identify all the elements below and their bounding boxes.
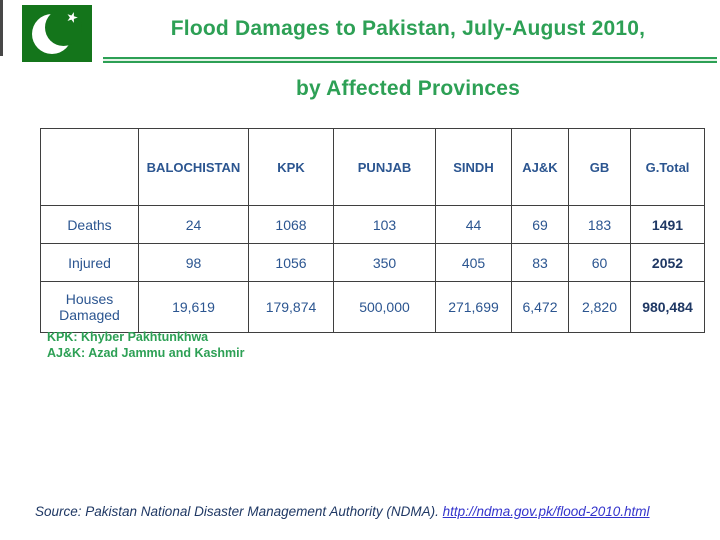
cell-injured-balochistan: 98 — [139, 244, 249, 282]
cell-deaths-balochistan: 24 — [139, 206, 249, 244]
column-header-gtotal: G.Total — [631, 129, 705, 206]
column-header-ajk: AJ&K — [512, 129, 569, 206]
cell-deaths-gb: 183 — [569, 206, 631, 244]
title-double-rule — [103, 57, 717, 63]
row-label-injured: Injured — [41, 244, 139, 282]
table-row-deaths — [41, 206, 705, 244]
header-row — [41, 129, 705, 206]
cell-houses-kpk: 179,874 — [249, 282, 334, 333]
pakistan-flag-icon — [22, 5, 92, 62]
source-line — [35, 504, 650, 519]
cell-deaths-total: 1491 — [631, 206, 705, 244]
row-label-deaths: Deaths — [41, 206, 139, 244]
corner-cell — [41, 129, 139, 206]
cell-houses-total: 980,484 — [631, 282, 705, 333]
source-link[interactable]: http://ndma.gov.pk/flood-2010.html — [442, 504, 650, 519]
cell-injured-ajk: 83 — [512, 244, 569, 282]
cell-injured-gb: 60 — [569, 244, 631, 282]
cell-houses-punjab: 500,000 — [334, 282, 436, 333]
cell-houses-sindh: 271,699 — [436, 282, 512, 333]
source-text: Source: Pakistan National Disaster Management Authority (NDMA). — [35, 504, 443, 519]
table-row-injured — [41, 244, 705, 282]
column-header-kpk: KPK — [249, 129, 334, 206]
footnote-kpk: KPK: Khyber Pakhtunkhwa — [47, 330, 209, 344]
slide-title-line1: Flood Damages to Pakistan, July-August 2010, — [170, 17, 646, 40]
cell-houses-balochistan: 19,619 — [139, 282, 249, 333]
row-label-houses-damaged: Houses Damaged — [41, 282, 139, 333]
column-header-balochistan: BALOCHISTAN — [139, 129, 249, 206]
left-edge-strip — [0, 0, 3, 56]
slide-title-line2: by Affected Provinces — [296, 77, 520, 100]
star-icon: ★ — [63, 7, 81, 27]
cell-houses-gb: 2,820 — [569, 282, 631, 333]
cell-houses-ajk: 6,472 — [512, 282, 569, 333]
footnote-ajk: AJ&K: Azad Jammu and Kashmir — [47, 346, 245, 360]
cell-deaths-ajk: 69 — [512, 206, 569, 244]
abbreviation-footnotes — [47, 329, 245, 361]
cell-deaths-sindh: 44 — [436, 206, 512, 244]
column-header-sindh: SINDH — [436, 129, 512, 206]
flood-damages-table — [40, 128, 705, 333]
cell-injured-kpk: 1056 — [249, 244, 334, 282]
table-row-houses-damaged — [41, 282, 705, 333]
column-header-punjab: PUNJAB — [334, 129, 436, 206]
column-header-gb: GB — [569, 129, 631, 206]
cell-injured-punjab: 350 — [334, 244, 436, 282]
cell-injured-total: 2052 — [631, 244, 705, 282]
cell-deaths-kpk: 1068 — [249, 206, 334, 244]
cell-injured-sindh: 405 — [436, 244, 512, 282]
cell-deaths-punjab: 103 — [334, 206, 436, 244]
